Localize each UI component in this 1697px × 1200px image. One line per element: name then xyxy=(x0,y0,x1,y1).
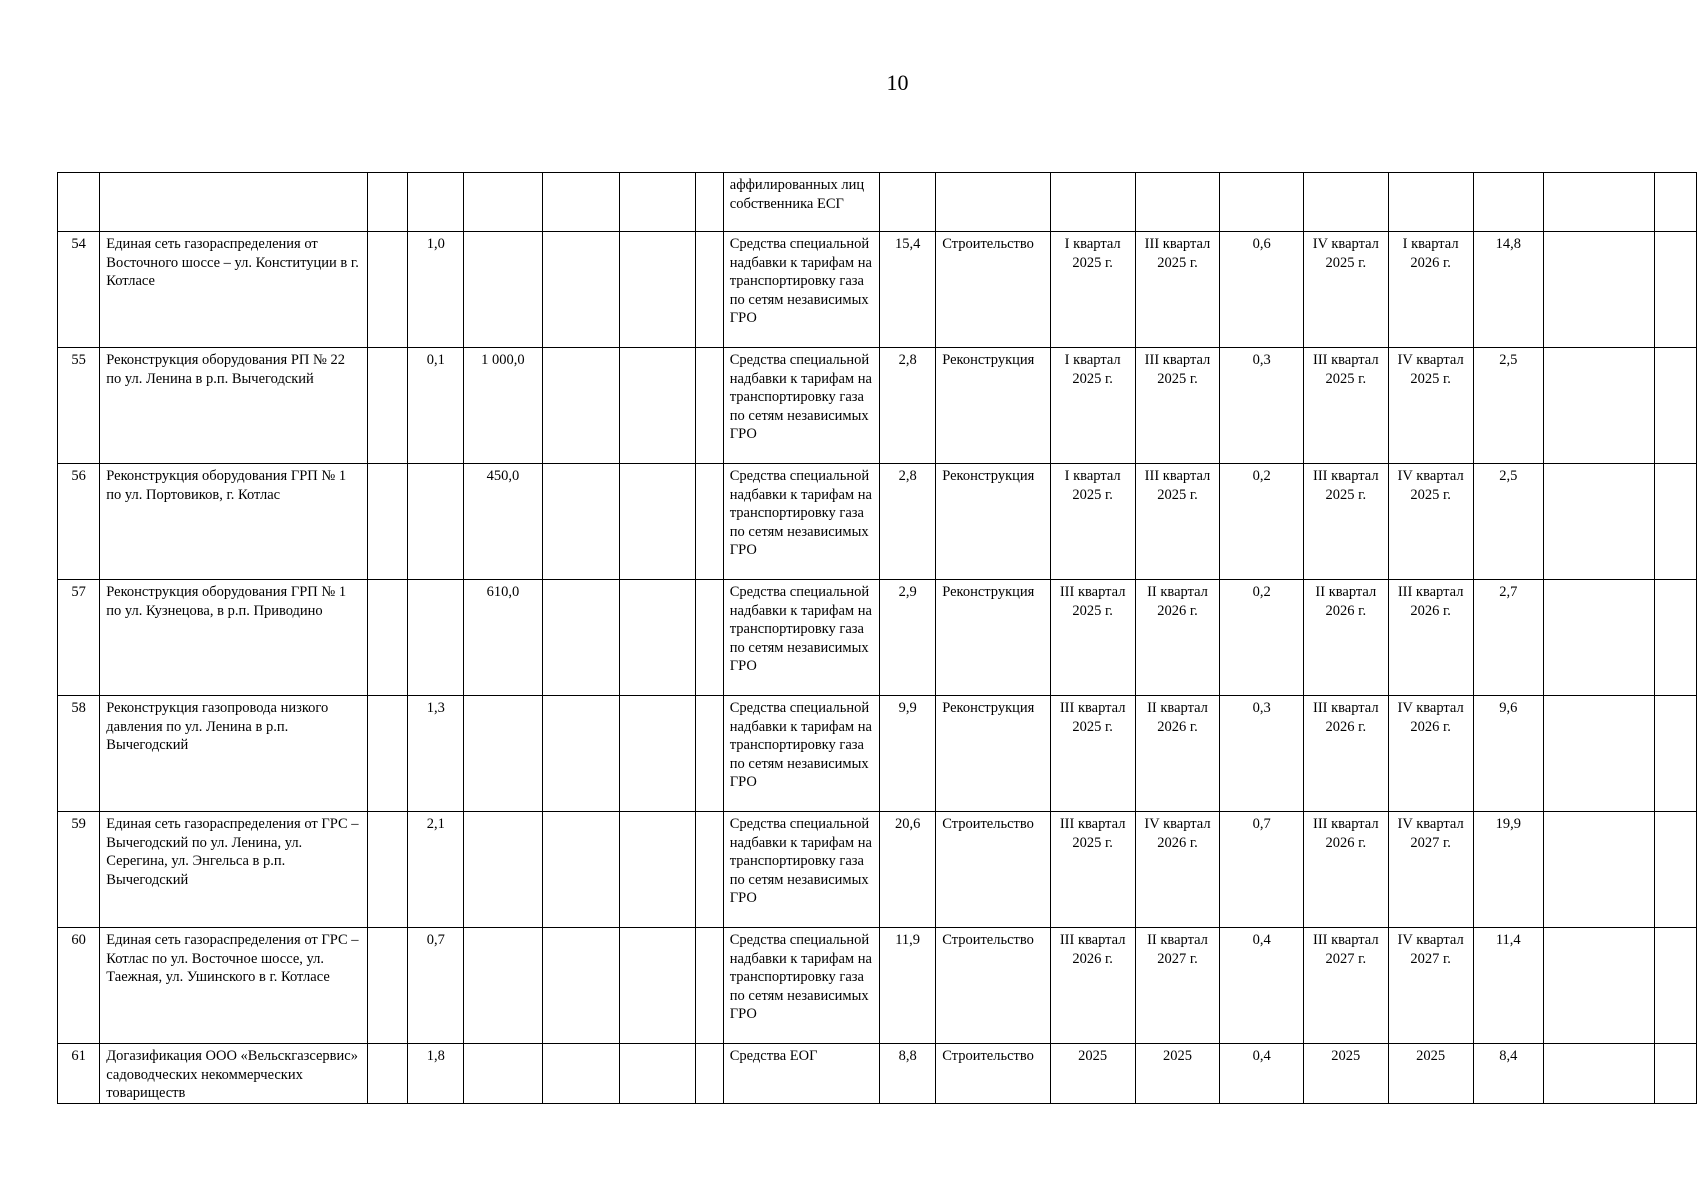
cell-end: III квартал 2025 г. xyxy=(1135,464,1220,580)
cell-total: 2,9 xyxy=(880,580,936,696)
cell-capacity: 610,0 xyxy=(464,580,542,696)
cell-n xyxy=(58,173,100,232)
cell-empty xyxy=(367,580,408,696)
cell-end: 2025 xyxy=(1135,1044,1220,1104)
cell-empty xyxy=(619,232,696,348)
cell-empty xyxy=(1655,348,1697,464)
cell-name: Реконструкция оборудования ГРП № 1 по ул. Портовиков, г. Котлас xyxy=(100,464,367,580)
cell-funding: аффилированных лиц собственника ЕСГ xyxy=(723,173,879,232)
cell-start: III квартал 2025 г. xyxy=(1050,812,1135,928)
cell-start: 2025 xyxy=(1050,1044,1135,1104)
cell-start: III квартал 2025 г. xyxy=(1050,696,1135,812)
cell-start2: III квартал 2025 г. xyxy=(1303,348,1388,464)
cell-empty xyxy=(619,464,696,580)
cell-funding: Средства специальной надбавки к тарифам на транспортировку газа по сетям независимых ГРО xyxy=(723,812,879,928)
cell-capacity xyxy=(464,928,542,1044)
cell-start2: III квартал 2027 г. xyxy=(1303,928,1388,1044)
cell-work-type xyxy=(936,173,1051,232)
cell-total: 15,4 xyxy=(880,232,936,348)
cell-length: 1,0 xyxy=(408,232,464,348)
cell-work-type: Строительство xyxy=(936,232,1051,348)
cell-empty xyxy=(542,348,619,464)
cell-col-a: 0,3 xyxy=(1220,348,1303,464)
cell-empty xyxy=(619,348,696,464)
cell-empty xyxy=(619,696,696,812)
cell-work-type: Строительство xyxy=(936,1044,1051,1104)
cell-work-type: Реконструкция xyxy=(936,580,1051,696)
cell-n: 54 xyxy=(58,232,100,348)
cell-length: 0,7 xyxy=(408,928,464,1044)
cell-start2: III квартал 2026 г. xyxy=(1303,696,1388,812)
cell-col-a: 0,6 xyxy=(1220,232,1303,348)
table-row xyxy=(58,232,1697,348)
cell-col-a: 0,2 xyxy=(1220,464,1303,580)
cell-col-a: 0,3 xyxy=(1220,696,1303,812)
table-row xyxy=(58,696,1697,812)
cell-start: I квартал 2025 г. xyxy=(1050,348,1135,464)
cell-empty xyxy=(1544,464,1655,580)
cell-total: 2,8 xyxy=(880,464,936,580)
cell-end2 xyxy=(1388,173,1473,232)
page-number: 10 xyxy=(886,70,909,95)
cell-empty xyxy=(619,812,696,928)
cell-length: 2,1 xyxy=(408,812,464,928)
cell-empty xyxy=(619,928,696,1044)
cell-length xyxy=(408,173,464,232)
cell-empty xyxy=(542,928,619,1044)
cell-start2: III квартал 2025 г. xyxy=(1303,464,1388,580)
cell-empty xyxy=(696,232,723,348)
cell-col-b: 11,4 xyxy=(1473,928,1543,1044)
cell-length: 0,1 xyxy=(408,348,464,464)
cell-col-b: 2,7 xyxy=(1473,580,1543,696)
cell-end: III квартал 2025 г. xyxy=(1135,348,1220,464)
cell-end: II квартал 2026 г. xyxy=(1135,696,1220,812)
cell-work-type: Строительство xyxy=(936,812,1051,928)
cell-empty xyxy=(619,173,696,232)
cell-total: 9,9 xyxy=(880,696,936,812)
cell-funding: Средства специальной надбавки к тарифам на транспортировку газа по сетям независимых ГРО xyxy=(723,928,879,1044)
cell-empty xyxy=(696,696,723,812)
cell-empty xyxy=(542,812,619,928)
cell-col-b: 8,4 xyxy=(1473,1044,1543,1104)
cell-empty xyxy=(367,173,408,232)
cell-total: 20,6 xyxy=(880,812,936,928)
cell-end: II квартал 2026 г. xyxy=(1135,580,1220,696)
cell-empty xyxy=(367,696,408,812)
cell-empty xyxy=(542,580,619,696)
cell-col-b xyxy=(1473,173,1543,232)
cell-start xyxy=(1050,173,1135,232)
cell-name: Догазификация ООО «Вельскгазсервис» садоводческих некоммерческих товариществ xyxy=(100,1044,367,1104)
cell-empty xyxy=(1655,812,1697,928)
cell-end2: III квартал 2026 г. xyxy=(1388,580,1473,696)
cell-funding: Средства специальной надбавки к тарифам на транспортировку газа по сетям независимых ГРО xyxy=(723,464,879,580)
cell-empty xyxy=(367,812,408,928)
cell-name: Единая сеть газораспределения от ГРС – Котлас по ул. Восточное шоссе, ул. Таежная, ул. Ушинского в г. Котласе xyxy=(100,928,367,1044)
cell-n: 60 xyxy=(58,928,100,1044)
cell-capacity xyxy=(464,173,542,232)
cell-empty xyxy=(696,464,723,580)
cell-empty xyxy=(1544,1044,1655,1104)
cell-start: I квартал 2025 г. xyxy=(1050,232,1135,348)
cell-col-b: 2,5 xyxy=(1473,348,1543,464)
cell-work-type: Реконструкция xyxy=(936,464,1051,580)
cell-empty xyxy=(542,232,619,348)
cell-empty xyxy=(1655,928,1697,1044)
cell-n: 58 xyxy=(58,696,100,812)
table-row xyxy=(58,580,1697,696)
cell-length: 1,8 xyxy=(408,1044,464,1104)
cell-empty xyxy=(367,1044,408,1104)
cell-empty xyxy=(367,348,408,464)
cell-capacity: 450,0 xyxy=(464,464,542,580)
table-row xyxy=(58,348,1697,464)
table-row-continuation xyxy=(58,173,1697,232)
cell-empty xyxy=(1655,696,1697,812)
cell-col-b: 19,9 xyxy=(1473,812,1543,928)
cell-empty xyxy=(696,812,723,928)
cell-capacity xyxy=(464,1044,542,1104)
cell-empty xyxy=(619,1044,696,1104)
cell-empty xyxy=(696,173,723,232)
cell-empty xyxy=(1544,580,1655,696)
cell-total: 11,9 xyxy=(880,928,936,1044)
table-row xyxy=(58,464,1697,580)
cell-empty xyxy=(696,348,723,464)
cell-col-a: 0,4 xyxy=(1220,928,1303,1044)
cell-length: 1,3 xyxy=(408,696,464,812)
cell-funding: Средства специальной надбавки к тарифам на транспортировку газа по сетям независимых ГРО xyxy=(723,348,879,464)
cell-start2: III квартал 2026 г. xyxy=(1303,812,1388,928)
cell-n: 59 xyxy=(58,812,100,928)
cell-start2: IV квартал 2025 г. xyxy=(1303,232,1388,348)
cell-col-b: 2,5 xyxy=(1473,464,1543,580)
cell-empty xyxy=(542,173,619,232)
cell-empty xyxy=(542,464,619,580)
cell-empty xyxy=(1544,812,1655,928)
cell-start: III квартал 2026 г. xyxy=(1050,928,1135,1044)
cell-col-a: 0,4 xyxy=(1220,1044,1303,1104)
cell-end: III квартал 2025 г. xyxy=(1135,232,1220,348)
cell-start: I квартал 2025 г. xyxy=(1050,464,1135,580)
cell-empty xyxy=(1655,173,1697,232)
cell-n: 56 xyxy=(58,464,100,580)
cell-name: Единая сеть газораспределения от ГРС – Вычегодский по ул. Ленина, ул. Серегина, ул. Энгельса в р.п. Вычегодский xyxy=(100,812,367,928)
cell-empty xyxy=(542,696,619,812)
cell-empty xyxy=(1544,173,1655,232)
cell-total: 2,8 xyxy=(880,348,936,464)
cell-start2: II квартал 2026 г. xyxy=(1303,580,1388,696)
cell-funding: Средства специальной надбавки к тарифам на транспортировку газа по сетям независимых ГРО xyxy=(723,696,879,812)
cell-end2: 2025 xyxy=(1388,1044,1473,1104)
cell-capacity xyxy=(464,812,542,928)
cell-name: Единая сеть газораспределения от Восточного шоссе – ул. Конституции в г. Котласе xyxy=(100,232,367,348)
cell-empty xyxy=(1655,580,1697,696)
cell-empty xyxy=(367,928,408,1044)
cell-name: Реконструкция оборудования ГРП № 1 по ул. Кузнецова, в р.п. Приводино xyxy=(100,580,367,696)
cell-end2: I квартал 2026 г. xyxy=(1388,232,1473,348)
cell-start2: 2025 xyxy=(1303,1044,1388,1104)
cell-empty xyxy=(367,464,408,580)
cell-end2: IV квартал 2027 г. xyxy=(1388,928,1473,1044)
cell-col-a xyxy=(1220,173,1303,232)
cell-empty xyxy=(367,232,408,348)
cell-length xyxy=(408,580,464,696)
cell-end2: IV квартал 2025 г. xyxy=(1388,464,1473,580)
cell-empty xyxy=(696,580,723,696)
cell-col-b: 9,6 xyxy=(1473,696,1543,812)
cell-end2: IV квартал 2025 г. xyxy=(1388,348,1473,464)
table-row xyxy=(58,1044,1697,1104)
cell-capacity xyxy=(464,696,542,812)
cell-empty xyxy=(1655,464,1697,580)
cell-end: IV квартал 2026 г. xyxy=(1135,812,1220,928)
cell-empty xyxy=(1655,1044,1697,1104)
cell-empty xyxy=(542,1044,619,1104)
cell-funding: Средства специальной надбавки к тарифам на транспортировку газа по сетям независимых ГРО xyxy=(723,232,879,348)
cell-empty xyxy=(1544,348,1655,464)
cell-name: Реконструкция оборудования РП № 22 по ул. Ленина в р.п. Вычегодский xyxy=(100,348,367,464)
cell-n: 61 xyxy=(58,1044,100,1104)
cell-work-type: Реконструкция xyxy=(936,696,1051,812)
cell-name xyxy=(100,173,367,232)
cell-name: Реконструкция газопровода низкого давления по ул. Ленина в р.п. Вычегодский xyxy=(100,696,367,812)
cell-work-type: Строительство xyxy=(936,928,1051,1044)
cell-capacity xyxy=(464,232,542,348)
cell-start: III квартал 2025 г. xyxy=(1050,580,1135,696)
investment-program-table xyxy=(57,172,1697,1104)
cell-empty xyxy=(696,928,723,1044)
cell-end2: IV квартал 2026 г. xyxy=(1388,696,1473,812)
cell-end xyxy=(1135,173,1220,232)
cell-total xyxy=(880,173,936,232)
cell-end: II квартал 2027 г. xyxy=(1135,928,1220,1044)
cell-n: 57 xyxy=(58,580,100,696)
table-row xyxy=(58,812,1697,928)
cell-col-a: 0,2 xyxy=(1220,580,1303,696)
cell-empty xyxy=(1655,232,1697,348)
cell-work-type: Реконструкция xyxy=(936,348,1051,464)
cell-start2 xyxy=(1303,173,1388,232)
cell-empty xyxy=(1544,696,1655,812)
cell-length xyxy=(408,464,464,580)
cell-funding: Средства специальной надбавки к тарифам на транспортировку газа по сетям независимых ГРО xyxy=(723,580,879,696)
cell-n: 55 xyxy=(58,348,100,464)
cell-empty xyxy=(1544,928,1655,1044)
cell-empty xyxy=(1544,232,1655,348)
table-row xyxy=(58,928,1697,1044)
cell-end2: IV квартал 2027 г. xyxy=(1388,812,1473,928)
cell-col-b: 14,8 xyxy=(1473,232,1543,348)
cell-empty xyxy=(696,1044,723,1104)
cell-total: 8,8 xyxy=(880,1044,936,1104)
cell-funding: Средства ЕОГ xyxy=(723,1044,879,1104)
cell-col-a: 0,7 xyxy=(1220,812,1303,928)
cell-capacity: 1 000,0 xyxy=(464,348,542,464)
cell-empty xyxy=(619,580,696,696)
